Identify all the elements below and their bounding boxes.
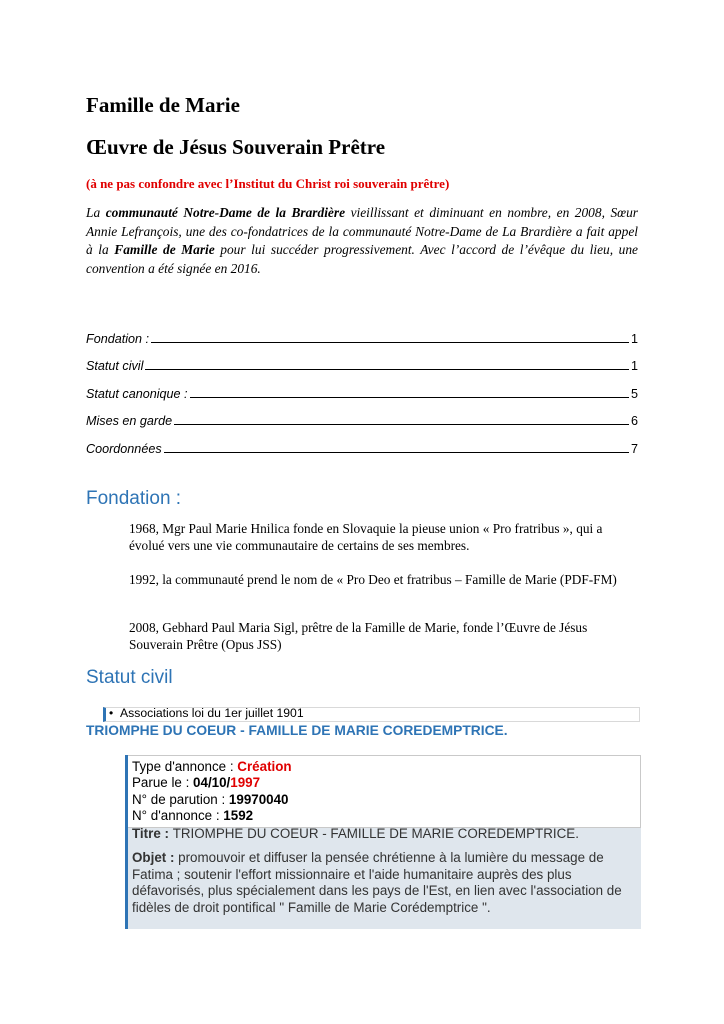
fondation-paragraph: 2008, Gebhard Paul Maria Sigl, prêtre de la Famille de Marie, fonde l’Œuvre de Jésus Souverain Prêtre (Opus JSS) — [129, 620, 588, 652]
announcement-details — [128, 755, 641, 828]
toc-page-number: 7 — [630, 441, 638, 456]
association-type-box — [103, 707, 640, 722]
document-title: Famille de Marie — [86, 93, 240, 117]
intro-bold-2: Famille de Marie — [114, 242, 215, 257]
type-value: Création — [237, 759, 292, 774]
intro-text-1: La — [86, 205, 106, 220]
toc-page-number: 5 — [630, 386, 638, 401]
announcement-number-value: 1592 — [223, 808, 254, 823]
publication-number — [132, 792, 289, 807]
intro-paragraph — [86, 204, 638, 278]
publication-value: 19970040 — [228, 792, 289, 807]
toc-label: Coordonnées — [86, 441, 162, 456]
table-of-contents — [86, 318, 638, 456]
toc-page-number: 1 — [630, 331, 638, 346]
announcement-object — [132, 850, 637, 916]
toc-page-number: 1 — [630, 359, 638, 373]
announcement-date — [132, 775, 260, 790]
title-label: Titre : — [132, 826, 173, 841]
warning-note: (à ne pas confondre avec l’Institut du Christ roi souverain prêtre) — [86, 176, 450, 191]
intro-text-2: vieillissant et diminuant en nombre, en 2008, Sœur Annie Lefrançois, une des co-fondatrices de la communauté Notre-Dame de La Brardière a fait appel à la — [86, 205, 638, 257]
title-value: TRIOMPHE DU COEUR - FAMILLE DE MARIE COREDEMPTRICE. — [172, 826, 579, 841]
toc-entry[interactable] — [86, 428, 638, 456]
date-year: 1997 — [230, 775, 261, 790]
date-label: Parue le : — [132, 775, 194, 790]
toc-entry[interactable] — [86, 401, 638, 429]
bullet-icon: • — [109, 706, 114, 720]
fondation-paragraph: 1992, la communauté prend le nom de « Pro Deo et fratribus – Famille de Marie (PDF-FM) — [129, 572, 617, 587]
toc-leader — [145, 369, 629, 370]
type-label: Type d'annonce : — [132, 759, 238, 774]
toc-label: Statut canonique : — [86, 386, 188, 401]
toc-leader — [174, 424, 629, 425]
announcement-card — [125, 755, 641, 929]
association-type: Associations loi du 1er juillet 1901 — [120, 706, 304, 720]
toc-label: Fondation : — [86, 331, 150, 346]
intro-bold-1: communauté Notre-Dame de la Brardière — [105, 205, 346, 220]
announcement-summary — [128, 828, 641, 929]
announcement-type — [132, 759, 292, 774]
document-subtitle: Œuvre de Jésus Souverain Prêtre — [86, 135, 386, 159]
toc-leader — [190, 397, 629, 398]
publication-label: N° de parution : — [132, 792, 229, 807]
announcement-number-label: N° d'annonce : — [132, 808, 224, 823]
fondation-paragraph: 1968, Mgr Paul Marie Hnilica fonde en Slovaquie la pieuse union « Pro fratribus », qui a évolué vers une vie communautaire de certains de ses membres. — [129, 521, 603, 553]
date-day-month: 04/10/ — [193, 775, 231, 790]
section-heading-statut-civil: Statut civil — [86, 667, 173, 688]
toc-leader — [151, 342, 629, 343]
section-heading-fondation: Fondation : — [86, 488, 182, 509]
toc-entry[interactable] — [86, 346, 638, 374]
intro-text-3: pour lui succéder progressivement. Avec l’accord de l’évêque du lieu, une convention a été signée en 2016. — [86, 242, 638, 276]
toc-entry[interactable] — [86, 318, 638, 346]
announcement-number — [132, 808, 253, 823]
announcement-title — [132, 826, 579, 841]
object-value: promouvoir et diffuser la pensée chrétienne à la lumière du message de Fatima ; soutenir l'effort missionnaire et l'aide humanitaire auprès des plus défavorisés, plus spécialement dans les pays de l'Est, en lien avec l'association de fidèles de droit pontifical " Famille de Marie Corédemptrice ". — [132, 850, 622, 915]
toc-leader — [164, 452, 629, 453]
toc-label: Mises en garde — [86, 414, 173, 428]
toc-entry[interactable] — [86, 373, 638, 401]
toc-page-number: 6 — [630, 414, 638, 428]
organization-title: TRIOMPHE DU COEUR - FAMILLE DE MARIE COREDEMPTRICE. — [86, 723, 508, 738]
toc-label: Statut civil — [86, 359, 144, 373]
object-label: Objet : — [132, 850, 179, 865]
